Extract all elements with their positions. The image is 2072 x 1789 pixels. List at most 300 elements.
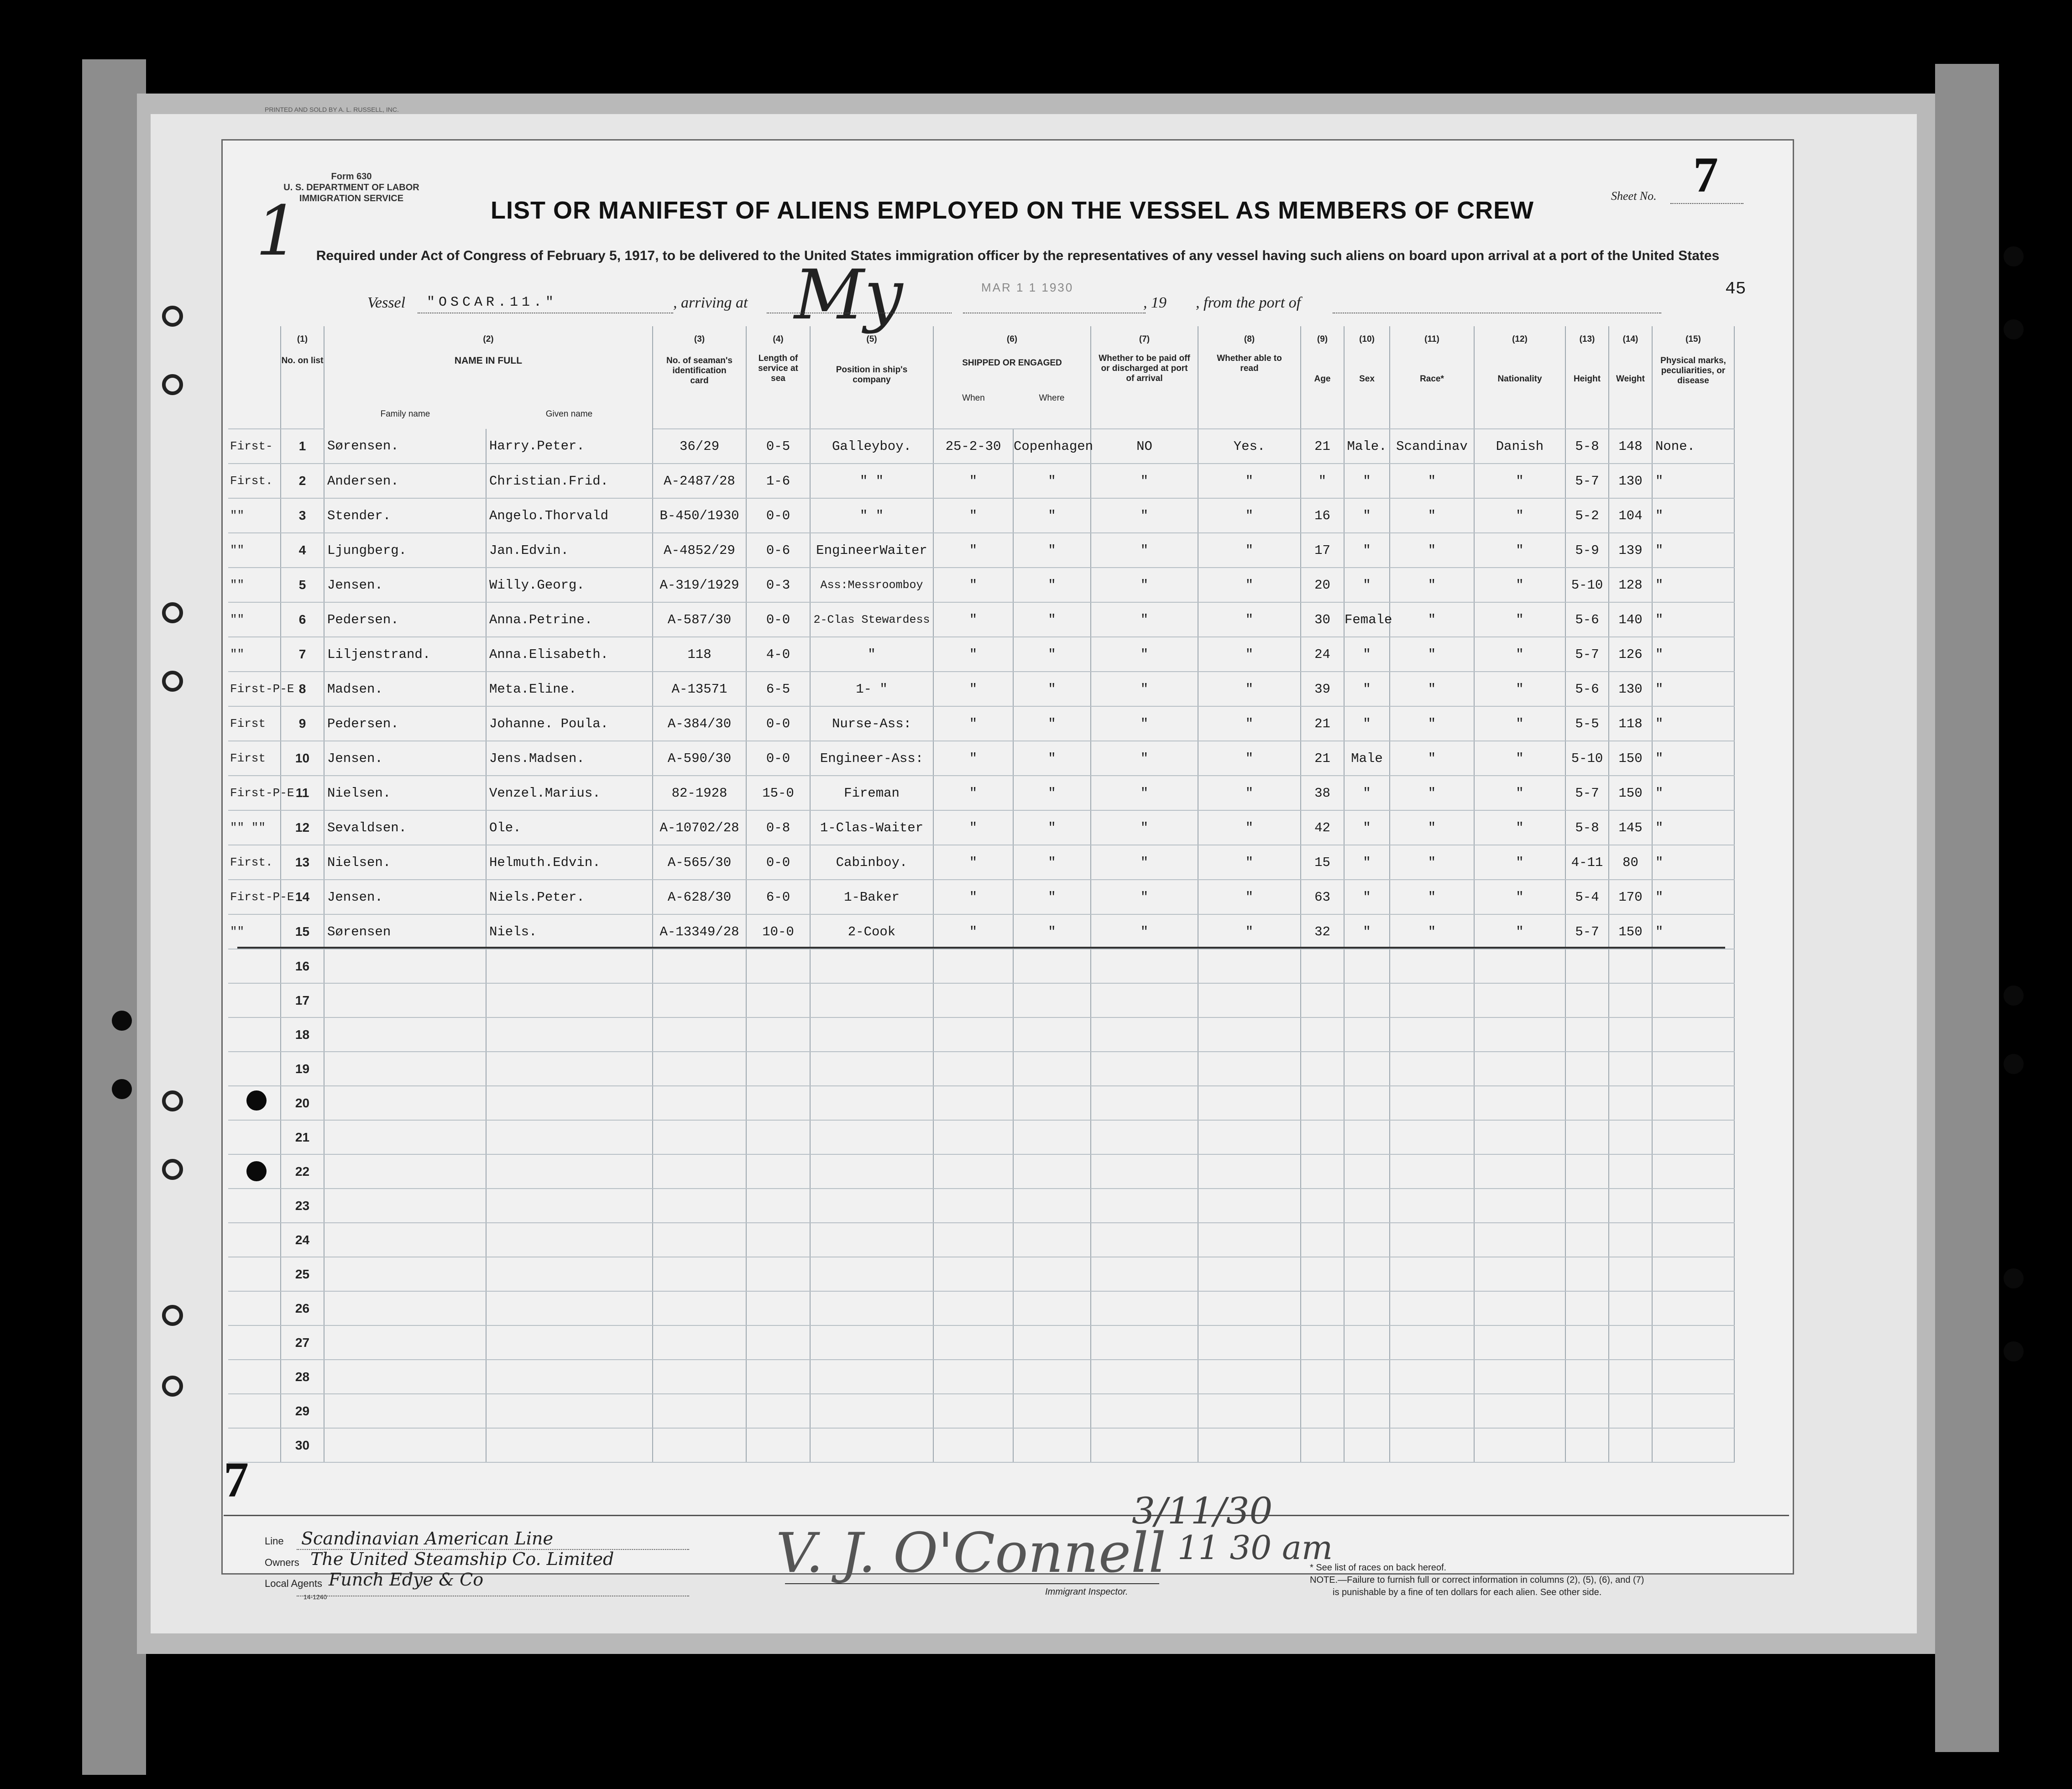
form-code: 14-1240 bbox=[303, 1593, 327, 1601]
cell-nationality: " bbox=[1474, 568, 1565, 602]
empty-cell bbox=[810, 1223, 933, 1257]
cell-position: " bbox=[810, 637, 933, 672]
empty-cell bbox=[486, 1360, 653, 1394]
row-margin-note: First-P-E bbox=[228, 880, 281, 914]
empty-cell bbox=[1474, 1223, 1565, 1257]
cell-card: A-13349/28 bbox=[653, 914, 746, 949]
empty-cell bbox=[1474, 1017, 1565, 1052]
punch-hole bbox=[162, 1159, 183, 1180]
empty-cell bbox=[810, 1291, 933, 1325]
cell-sex: " bbox=[1344, 810, 1390, 845]
empty-cell bbox=[486, 1086, 653, 1120]
cell-when: " bbox=[933, 845, 1013, 880]
empty-cell bbox=[1565, 1189, 1609, 1223]
cell-sex: " bbox=[1344, 637, 1390, 672]
cell-family: Jensen. bbox=[324, 741, 486, 776]
cell-service: 0-5 bbox=[746, 429, 810, 464]
cell-race: " bbox=[1390, 914, 1474, 949]
cell-where: " bbox=[1013, 914, 1091, 949]
cell-paid: " bbox=[1091, 533, 1198, 568]
empty-cell bbox=[1609, 1325, 1652, 1360]
empty-cell bbox=[1344, 1189, 1390, 1223]
agents-value: Funch Edye & Co bbox=[329, 1570, 484, 1590]
empty-cell bbox=[1301, 1428, 1344, 1462]
empty-cell bbox=[1091, 1052, 1198, 1086]
cell-race: " bbox=[1390, 776, 1474, 810]
empty-cell bbox=[1474, 1394, 1565, 1428]
empty-cell bbox=[1344, 1394, 1390, 1428]
empty-cell bbox=[746, 1189, 810, 1223]
empty-cell bbox=[653, 1189, 746, 1223]
empty-cell bbox=[933, 1189, 1013, 1223]
cell-read: " bbox=[1198, 845, 1301, 880]
empty-cell bbox=[1390, 949, 1474, 983]
cell-given: Angelo.Thorvald bbox=[486, 498, 653, 533]
punch-hole bbox=[162, 671, 183, 692]
cell-physical: " bbox=[1652, 464, 1734, 498]
punch-hole bbox=[162, 1090, 183, 1111]
empty-cell bbox=[1301, 1154, 1344, 1189]
cell-sex: Male bbox=[1344, 741, 1390, 776]
cell-nationality: " bbox=[1474, 845, 1565, 880]
col-paid-header: (7) Whether to be paid off or discharged at port of arrival bbox=[1091, 326, 1198, 429]
empty-cell bbox=[810, 983, 933, 1017]
empty-cell bbox=[1344, 949, 1390, 983]
empty-cell bbox=[1652, 1086, 1734, 1120]
cell-height: 5-6 bbox=[1565, 602, 1609, 637]
cell-physical: " bbox=[1652, 637, 1734, 672]
inspector-label: Immigrant Inspector. bbox=[1045, 1587, 1128, 1597]
cell-given: Jan.Edvin. bbox=[486, 533, 653, 568]
back-page-left bbox=[82, 59, 146, 1775]
empty-cell bbox=[1301, 1223, 1344, 1257]
empty-cell bbox=[1474, 1325, 1565, 1360]
punch-hole bbox=[112, 1079, 132, 1099]
empty-table-row bbox=[228, 1360, 1734, 1394]
cell-sex: " bbox=[1344, 533, 1390, 568]
empty-cell bbox=[1609, 1360, 1652, 1394]
cell-where: " bbox=[1013, 602, 1091, 637]
cell-height: 5-8 bbox=[1565, 429, 1609, 464]
empty-cell bbox=[653, 1086, 746, 1120]
empty-cell bbox=[1565, 1360, 1609, 1394]
where-header: Where bbox=[1039, 393, 1065, 403]
cell-given: Anna.Elisabeth. bbox=[486, 637, 653, 672]
cell-position: 2-Cook bbox=[810, 914, 933, 949]
cell-paid: " bbox=[1091, 568, 1198, 602]
empty-cell bbox=[1474, 1291, 1565, 1325]
empty-cell bbox=[228, 1189, 281, 1223]
cell-nationality: " bbox=[1474, 706, 1565, 741]
cell-where: " bbox=[1013, 498, 1091, 533]
table-row bbox=[228, 914, 1734, 949]
cell-read: " bbox=[1198, 741, 1301, 776]
cell-where: " bbox=[1013, 845, 1091, 880]
empty-cell bbox=[324, 1325, 486, 1360]
row-margin-note: "" "" bbox=[228, 810, 281, 845]
cell-card: A-384/30 bbox=[653, 706, 746, 741]
empty-cell bbox=[1609, 1120, 1652, 1154]
col-age-header: (9) Age bbox=[1301, 326, 1344, 429]
empty-cell bbox=[1609, 949, 1652, 983]
footer-lines bbox=[297, 1549, 689, 1596]
empty-cell bbox=[810, 1257, 933, 1291]
cell-card: A-590/30 bbox=[653, 741, 746, 776]
empty-cell bbox=[1301, 1189, 1344, 1223]
empty-cell bbox=[1390, 1223, 1474, 1257]
cell-paid: " bbox=[1091, 498, 1198, 533]
cell-paid: " bbox=[1091, 637, 1198, 672]
cell-card: 36/29 bbox=[653, 429, 746, 464]
empty-cell bbox=[1198, 1154, 1301, 1189]
cell-given: Christian.Frid. bbox=[486, 464, 653, 498]
cell-nationality: " bbox=[1474, 810, 1565, 845]
col-height-header: (13) Height bbox=[1565, 326, 1609, 429]
empty-cell bbox=[1013, 1154, 1091, 1189]
cell-card: A-587/30 bbox=[653, 602, 746, 637]
empty-cell bbox=[324, 1052, 486, 1086]
empty-cell bbox=[1301, 1325, 1344, 1360]
cell-given: Meta.Eline. bbox=[486, 672, 653, 706]
cell-nationality: " bbox=[1474, 880, 1565, 914]
empty-cell bbox=[746, 1428, 810, 1462]
cell-family: Andersen. bbox=[324, 464, 486, 498]
table-row bbox=[228, 533, 1734, 568]
empty-cell bbox=[653, 1428, 746, 1462]
table-row bbox=[228, 810, 1734, 845]
punch-hole bbox=[2004, 1054, 2024, 1074]
empty-cell bbox=[486, 1291, 653, 1325]
cell-when: " bbox=[933, 602, 1013, 637]
cell-physical: " bbox=[1652, 810, 1734, 845]
empty-cell bbox=[1609, 1189, 1652, 1223]
cell-race: " bbox=[1390, 602, 1474, 637]
row-number: 20 bbox=[281, 1086, 324, 1120]
empty-cell bbox=[1652, 1223, 1734, 1257]
cell-no: 4 bbox=[281, 533, 324, 568]
cell-physical: " bbox=[1652, 533, 1734, 568]
cell-paid: " bbox=[1091, 602, 1198, 637]
cell-weight: 128 bbox=[1609, 568, 1652, 602]
row-margin-note: "" bbox=[228, 533, 281, 568]
cell-card: A-4852/29 bbox=[653, 533, 746, 568]
cell-weight: 150 bbox=[1609, 776, 1652, 810]
empty-cell bbox=[810, 1360, 933, 1394]
cell-where: " bbox=[1013, 810, 1091, 845]
footnote-races: * See list of races on back hereof. bbox=[1310, 1563, 1447, 1573]
empty-cell bbox=[1390, 1189, 1474, 1223]
empty-cell bbox=[486, 1223, 653, 1257]
row-number: 22 bbox=[281, 1154, 324, 1189]
cell-position: 1- " bbox=[810, 672, 933, 706]
cell-sex: " bbox=[1344, 880, 1390, 914]
cell-paid: " bbox=[1091, 914, 1198, 949]
empty-cell bbox=[228, 949, 281, 983]
cell-position: Galleyboy. bbox=[810, 429, 933, 464]
empty-cell bbox=[933, 1394, 1013, 1428]
cell-read: " bbox=[1198, 533, 1301, 568]
cell-no: 5 bbox=[281, 568, 324, 602]
cell-when: 25-2-30 bbox=[933, 429, 1013, 464]
table-row bbox=[228, 706, 1734, 741]
empty-table-row bbox=[228, 1291, 1734, 1325]
row-margin-note: "" bbox=[228, 498, 281, 533]
table-row bbox=[228, 568, 1734, 602]
cell-nationality: " bbox=[1474, 776, 1565, 810]
row-number: 26 bbox=[281, 1291, 324, 1325]
cell-given: Jens.Madsen. bbox=[486, 741, 653, 776]
cell-given: Anna.Petrine. bbox=[486, 602, 653, 637]
empty-cell bbox=[1652, 1360, 1734, 1394]
empty-cell bbox=[933, 1017, 1013, 1052]
empty-cell bbox=[324, 1017, 486, 1052]
empty-cell bbox=[933, 1223, 1013, 1257]
punch-hole bbox=[112, 1011, 132, 1031]
page-subtitle: Required under Act of Congress of February 5, 1917, to be delivered to the United States immigration officer by the representatives of any vessel having such aliens on board upon arrival at a port of the United States bbox=[316, 248, 1720, 263]
cell-physical: " bbox=[1652, 498, 1734, 533]
cell-paid: " bbox=[1091, 741, 1198, 776]
cell-age: 32 bbox=[1301, 914, 1344, 949]
empty-cell bbox=[324, 1223, 486, 1257]
empty-cell bbox=[1344, 1052, 1390, 1086]
empty-cell bbox=[1198, 1360, 1301, 1394]
empty-table-row bbox=[228, 1223, 1734, 1257]
form-department: U. S. DEPARTMENT OF LABOR bbox=[283, 183, 419, 193]
empty-cell bbox=[1652, 1017, 1734, 1052]
cell-nationality: " bbox=[1474, 498, 1565, 533]
empty-cell bbox=[746, 1325, 810, 1360]
cell-no: 14 bbox=[281, 880, 324, 914]
cell-when: " bbox=[933, 498, 1013, 533]
empty-cell bbox=[1652, 1154, 1734, 1189]
row-number: 16 bbox=[281, 949, 324, 983]
punch-hole bbox=[162, 1305, 183, 1326]
cell-no: 3 bbox=[281, 498, 324, 533]
row-number: 21 bbox=[281, 1120, 324, 1154]
form-number: Form 630 bbox=[331, 172, 372, 182]
cell-physical: " bbox=[1652, 602, 1734, 637]
cell-position: 1-Clas-Waiter bbox=[810, 810, 933, 845]
cell-no: 9 bbox=[281, 706, 324, 741]
empty-cell bbox=[746, 1394, 810, 1428]
cell-paid: " bbox=[1091, 464, 1198, 498]
cell-no: 6 bbox=[281, 602, 324, 637]
empty-cell bbox=[1609, 1223, 1652, 1257]
row-margin-note: First-P-E bbox=[228, 672, 281, 706]
empty-cell bbox=[933, 1428, 1013, 1462]
empty-cell bbox=[324, 1291, 486, 1325]
empty-cell bbox=[228, 1052, 281, 1086]
cell-race: " bbox=[1390, 672, 1474, 706]
empty-cell bbox=[324, 1189, 486, 1223]
punch-hole bbox=[2004, 986, 2024, 1006]
row-margin-note: First-P-E bbox=[228, 776, 281, 810]
empty-cell bbox=[1474, 1257, 1565, 1291]
cell-weight: 145 bbox=[1609, 810, 1652, 845]
cell-sex: " bbox=[1344, 914, 1390, 949]
empty-cell bbox=[933, 1052, 1013, 1086]
empty-cell bbox=[486, 1394, 653, 1428]
empty-cell bbox=[1652, 1428, 1734, 1462]
empty-cell bbox=[228, 1086, 281, 1120]
cell-nationality: " bbox=[1474, 672, 1565, 706]
empty-cell bbox=[1390, 983, 1474, 1017]
cell-card: 118 bbox=[653, 637, 746, 672]
col-name-header: (2) NAME IN FULL Family name Given name bbox=[324, 326, 653, 429]
col-nationality-header: (12) Nationality bbox=[1474, 326, 1565, 429]
empty-cell bbox=[1474, 983, 1565, 1017]
empty-cell bbox=[933, 1325, 1013, 1360]
row-margin-note: First. bbox=[228, 464, 281, 498]
cell-no: 2 bbox=[281, 464, 324, 498]
cell-height: 5-8 bbox=[1565, 810, 1609, 845]
empty-cell bbox=[933, 1291, 1013, 1325]
cell-read: " bbox=[1198, 914, 1301, 949]
cell-when: " bbox=[933, 464, 1013, 498]
footer-divider bbox=[224, 1515, 1789, 1516]
empty-cell bbox=[486, 1428, 653, 1462]
cell-weight: 126 bbox=[1609, 637, 1652, 672]
empty-cell bbox=[228, 1257, 281, 1291]
cell-family: Ljungberg. bbox=[324, 533, 486, 568]
cell-family: Pedersen. bbox=[324, 706, 486, 741]
empty-cell bbox=[1565, 1017, 1609, 1052]
cell-nationality: " bbox=[1474, 602, 1565, 637]
empty-cell bbox=[1390, 1360, 1474, 1394]
cell-read: " bbox=[1198, 672, 1301, 706]
cell-service: 0-0 bbox=[746, 741, 810, 776]
cell-physical: " bbox=[1652, 880, 1734, 914]
empty-cell bbox=[653, 983, 746, 1017]
cell-service: 6-5 bbox=[746, 672, 810, 706]
cell-family: Sevaldsen. bbox=[324, 810, 486, 845]
cell-when: " bbox=[933, 672, 1013, 706]
cell-age: 21 bbox=[1301, 429, 1344, 464]
cell-weight: 118 bbox=[1609, 706, 1652, 741]
empty-cell bbox=[1390, 1428, 1474, 1462]
table-row bbox=[228, 498, 1734, 533]
cell-paid: " bbox=[1091, 845, 1198, 880]
empty-cell bbox=[324, 1120, 486, 1154]
end-of-list-line bbox=[237, 947, 1725, 949]
empty-cell bbox=[1474, 1360, 1565, 1394]
cell-weight: 130 bbox=[1609, 672, 1652, 706]
punch-hole bbox=[2004, 1268, 2024, 1288]
cell-sex: " bbox=[1344, 498, 1390, 533]
empty-cell bbox=[1344, 1086, 1390, 1120]
empty-cell bbox=[1609, 1086, 1652, 1120]
cell-family: Jensen. bbox=[324, 880, 486, 914]
empty-cell bbox=[1013, 1052, 1091, 1086]
empty-cell bbox=[1301, 1017, 1344, 1052]
empty-cell bbox=[746, 1086, 810, 1120]
empty-cell bbox=[1013, 1189, 1091, 1223]
empty-cell bbox=[1609, 1052, 1652, 1086]
row-number: 23 bbox=[281, 1189, 324, 1223]
empty-cell bbox=[324, 949, 486, 983]
empty-cell bbox=[810, 949, 933, 983]
empty-cell bbox=[1565, 1154, 1609, 1189]
cell-read: " bbox=[1198, 706, 1301, 741]
empty-cell bbox=[746, 1360, 810, 1394]
col-card-header: (3) No. of seaman's identification card bbox=[653, 326, 746, 429]
empty-cell bbox=[1301, 1291, 1344, 1325]
cell-race: Scandinav bbox=[1390, 429, 1474, 464]
empty-cell bbox=[1390, 1120, 1474, 1154]
empty-cell bbox=[746, 949, 810, 983]
empty-cell bbox=[1091, 1257, 1198, 1291]
cell-physical: " bbox=[1652, 741, 1734, 776]
table-row bbox=[228, 845, 1734, 880]
cell-weight: 139 bbox=[1609, 533, 1652, 568]
cell-race: " bbox=[1390, 498, 1474, 533]
cell-family: Madsen. bbox=[324, 672, 486, 706]
empty-cell bbox=[1198, 1291, 1301, 1325]
empty-cell bbox=[1198, 1120, 1301, 1154]
from-port-label: , from the port of bbox=[1196, 294, 1301, 311]
cell-paid: " bbox=[1091, 672, 1198, 706]
cell-paid: NO bbox=[1091, 429, 1198, 464]
cell-race: " bbox=[1390, 880, 1474, 914]
handwritten-mark-top: 1 bbox=[256, 192, 299, 271]
empty-cell bbox=[653, 1120, 746, 1154]
handwritten-time: 11 30 am bbox=[1177, 1528, 1333, 1567]
agents-label: Local Agents bbox=[265, 1578, 322, 1589]
empty-cell bbox=[1344, 1120, 1390, 1154]
cell-when: " bbox=[933, 568, 1013, 602]
empty-cell bbox=[1609, 1394, 1652, 1428]
cell-card: B-450/1930 bbox=[653, 498, 746, 533]
empty-cell bbox=[324, 1086, 486, 1120]
empty-cell bbox=[653, 1257, 746, 1291]
cell-weight: 150 bbox=[1609, 914, 1652, 949]
cell-given: Helmuth.Edvin. bbox=[486, 845, 653, 880]
empty-cell bbox=[746, 1154, 810, 1189]
corner-number: 45 bbox=[1725, 279, 1746, 299]
inspector-line bbox=[785, 1583, 1159, 1584]
margin-column-header bbox=[228, 326, 281, 429]
cell-card: A-628/30 bbox=[653, 880, 746, 914]
cell-read: " bbox=[1198, 568, 1301, 602]
cell-no: 15 bbox=[281, 914, 324, 949]
cell-card: A-565/30 bbox=[653, 845, 746, 880]
col-shipped-header: (6) SHIPPED OR ENGAGED When Where bbox=[933, 326, 1091, 429]
row-margin-note: First- bbox=[228, 429, 281, 464]
empty-cell bbox=[933, 1360, 1013, 1394]
empty-cell bbox=[1013, 1394, 1091, 1428]
empty-cell bbox=[1198, 1052, 1301, 1086]
cell-height: 5-7 bbox=[1565, 464, 1609, 498]
cell-service: 1-6 bbox=[746, 464, 810, 498]
cell-height: 5-5 bbox=[1565, 706, 1609, 741]
cell-when: " bbox=[933, 776, 1013, 810]
cell-read: " bbox=[1198, 498, 1301, 533]
empty-cell bbox=[1301, 983, 1344, 1017]
line-value: Scandinavian American Line bbox=[301, 1528, 554, 1549]
empty-cell bbox=[810, 1120, 933, 1154]
cell-family: Liljenstrand. bbox=[324, 637, 486, 672]
row-margin-note: "" bbox=[228, 568, 281, 602]
empty-table-row bbox=[228, 1394, 1734, 1428]
punch-hole bbox=[162, 602, 183, 623]
empty-cell bbox=[653, 1360, 746, 1394]
empty-cell bbox=[746, 1017, 810, 1052]
cell-height: 5-7 bbox=[1565, 637, 1609, 672]
sheet-number-line bbox=[1670, 203, 1743, 204]
row-margin-note: First bbox=[228, 706, 281, 741]
cell-paid: " bbox=[1091, 776, 1198, 810]
cell-given: Harry.Peter. bbox=[486, 429, 653, 464]
